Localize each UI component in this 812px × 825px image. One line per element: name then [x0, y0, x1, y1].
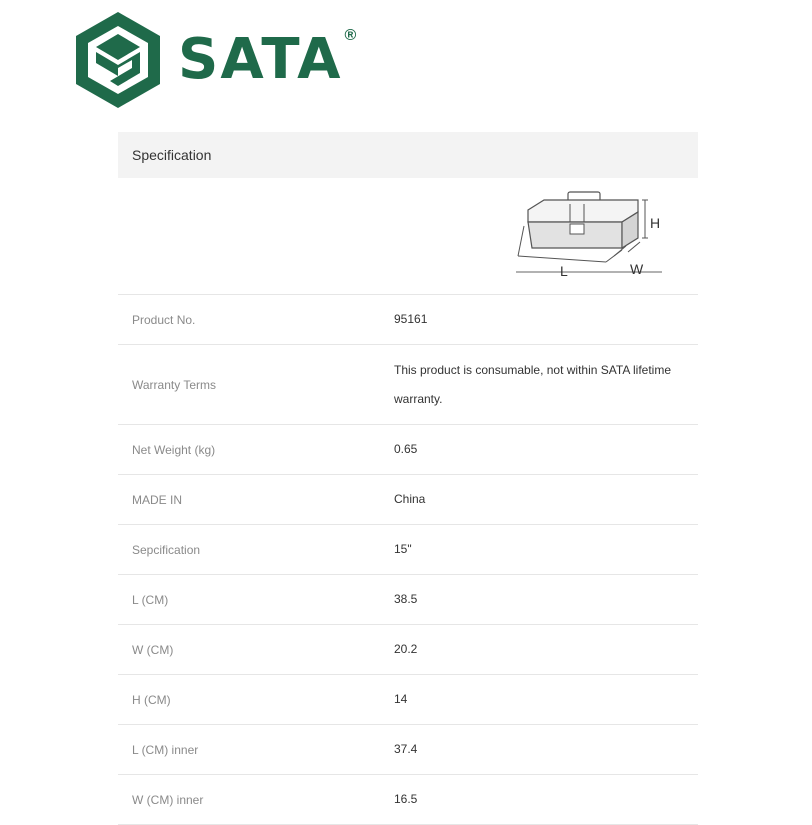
spec-value: This product is consumable, not within SATA lifetime warranty.	[394, 362, 672, 406]
spec-row-width	[118, 625, 698, 675]
spec-row-warranty	[118, 345, 698, 425]
spec-label: H (CM)	[132, 692, 171, 707]
spec-value: 37.4	[394, 742, 418, 756]
spec-label: Sepcification	[132, 542, 201, 557]
spec-row-made-in	[118, 475, 698, 525]
spec-value: 16.5	[394, 792, 418, 806]
spec-label: W (CM)	[132, 642, 174, 657]
spec-value: 0.65	[394, 442, 418, 456]
spec-row-height	[118, 675, 698, 725]
spec-label: MADE IN	[132, 492, 183, 507]
brand-name: SATA	[178, 27, 343, 92]
specification-header: Specification	[118, 132, 698, 178]
spec-row-width-inner	[118, 775, 698, 825]
registered-mark: ®	[344, 27, 357, 44]
toolbox-dimension-diagram	[510, 184, 670, 290]
spec-value: 38.5	[394, 592, 418, 606]
spec-label: L (CM) inner	[132, 742, 199, 757]
spec-value: 15"	[394, 542, 412, 556]
spec-label: Net Weight (kg)	[132, 442, 216, 457]
spec-row-length	[118, 575, 698, 625]
spec-row-specification	[118, 525, 698, 575]
spec-label: L (CM)	[132, 592, 169, 607]
spec-value: China	[394, 492, 426, 506]
spec-label: Product No.	[132, 312, 196, 327]
spec-label: W (CM) inner	[132, 792, 204, 807]
specification-table	[118, 132, 698, 825]
spec-row-net-weight	[118, 425, 698, 475]
diagram-label-w: W	[630, 261, 644, 277]
diagram-label-h: H	[650, 215, 661, 231]
brand-logo	[72, 10, 356, 110]
spec-value: 20.2	[394, 642, 418, 656]
sata-emblem-icon	[72, 10, 164, 110]
spec-value: 14	[394, 692, 408, 706]
spec-label: Warranty Terms	[132, 377, 217, 392]
spec-row-length-inner	[118, 725, 698, 775]
spec-row-product-no	[118, 295, 698, 345]
diagram-label-l: L	[560, 263, 568, 279]
spec-value: 95161	[394, 312, 428, 326]
dimension-diagram-row	[118, 178, 698, 295]
